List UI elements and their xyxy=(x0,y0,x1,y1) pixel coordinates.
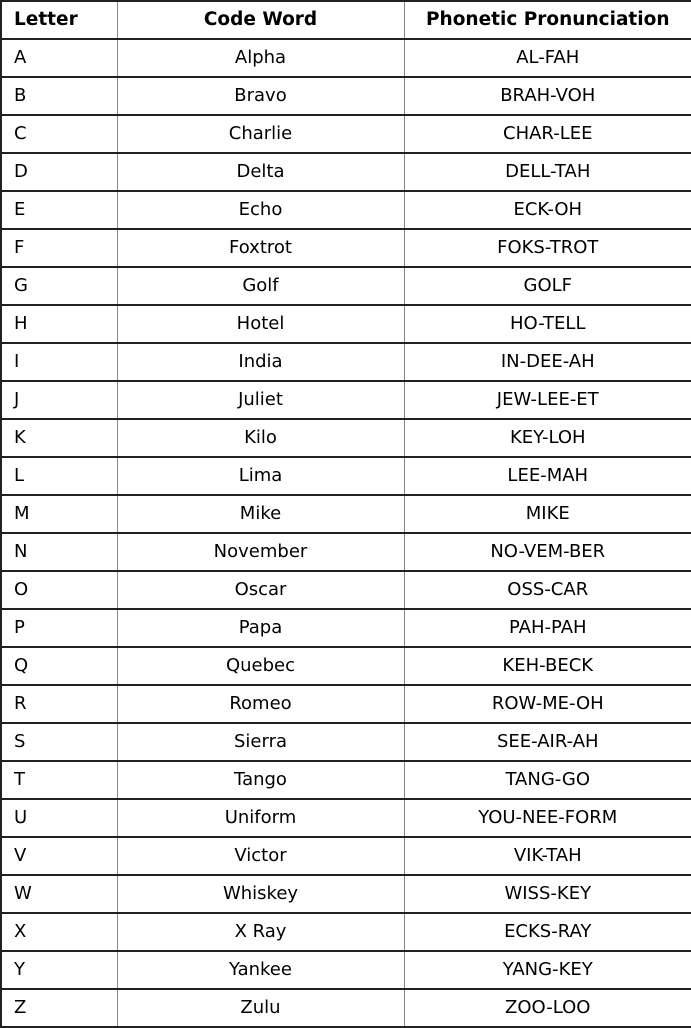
table-row xyxy=(1,419,691,457)
pronunciation-cell: KEY-LOH xyxy=(404,419,691,457)
table-row xyxy=(1,39,691,77)
letter-cell: Z xyxy=(1,989,117,1027)
header-phonetic-pronunciation: Phonetic Pronunciation xyxy=(404,1,691,39)
letter-cell: F xyxy=(1,229,117,267)
letter-cell: Q xyxy=(1,647,117,685)
table-row xyxy=(1,533,691,571)
table-row xyxy=(1,381,691,419)
code-word-cell: Romeo xyxy=(117,685,404,723)
letter-cell: T xyxy=(1,761,117,799)
table-row xyxy=(1,229,691,267)
letter-cell: E xyxy=(1,191,117,229)
code-word-cell: November xyxy=(117,533,404,571)
letter-cell: U xyxy=(1,799,117,837)
pronunciation-cell: TANG-GO xyxy=(404,761,691,799)
table-row xyxy=(1,495,691,533)
table-row xyxy=(1,685,691,723)
pronunciation-cell: FOKS-TROT xyxy=(404,229,691,267)
pronunciation-cell: JEW-LEE-ET xyxy=(404,381,691,419)
code-word-cell: Alpha xyxy=(117,39,404,77)
code-word-cell: Mike xyxy=(117,495,404,533)
code-word-cell: Golf xyxy=(117,267,404,305)
code-word-cell: Zulu xyxy=(117,989,404,1027)
table-row xyxy=(1,761,691,799)
pronunciation-cell: IN-DEE-AH xyxy=(404,343,691,381)
code-word-cell: Lima xyxy=(117,457,404,495)
table-row xyxy=(1,609,691,647)
letter-cell: A xyxy=(1,39,117,77)
table-row xyxy=(1,191,691,229)
code-word-cell: Delta xyxy=(117,153,404,191)
header-letter: Letter xyxy=(1,1,117,39)
code-word-cell: Oscar xyxy=(117,571,404,609)
pronunciation-cell: BRAH-VOH xyxy=(404,77,691,115)
code-word-cell: Bravo xyxy=(117,77,404,115)
header-code-word: Code Word xyxy=(117,1,404,39)
table-row xyxy=(1,153,691,191)
pronunciation-cell: DELL-TAH xyxy=(404,153,691,191)
table-row xyxy=(1,951,691,989)
letter-cell: O xyxy=(1,571,117,609)
letter-cell: N xyxy=(1,533,117,571)
table-row xyxy=(1,305,691,343)
letter-cell: S xyxy=(1,723,117,761)
table-row xyxy=(1,647,691,685)
letter-cell: M xyxy=(1,495,117,533)
pronunciation-cell: ROW-ME-OH xyxy=(404,685,691,723)
table-row xyxy=(1,77,691,115)
table-row xyxy=(1,837,691,875)
table-row xyxy=(1,343,691,381)
table-row xyxy=(1,115,691,153)
letter-cell: G xyxy=(1,267,117,305)
letter-cell: B xyxy=(1,77,117,115)
code-word-cell: Quebec xyxy=(117,647,404,685)
code-word-cell: Foxtrot xyxy=(117,229,404,267)
letter-cell: D xyxy=(1,153,117,191)
code-word-cell: Kilo xyxy=(117,419,404,457)
table-row xyxy=(1,913,691,951)
table-row xyxy=(1,799,691,837)
table-row xyxy=(1,875,691,913)
letter-cell: I xyxy=(1,343,117,381)
table-row xyxy=(1,267,691,305)
letter-cell: Y xyxy=(1,951,117,989)
letter-cell: P xyxy=(1,609,117,647)
pronunciation-cell: CHAR-LEE xyxy=(404,115,691,153)
table-row xyxy=(1,723,691,761)
letter-cell: L xyxy=(1,457,117,495)
pronunciation-cell: HO-TELL xyxy=(404,305,691,343)
code-word-cell: Charlie xyxy=(117,115,404,153)
code-word-cell: Hotel xyxy=(117,305,404,343)
code-word-cell: Victor xyxy=(117,837,404,875)
code-word-cell: India xyxy=(117,343,404,381)
table-row xyxy=(1,457,691,495)
letter-cell: K xyxy=(1,419,117,457)
pronunciation-cell: KEH-BECK xyxy=(404,647,691,685)
pronunciation-cell: MIKE xyxy=(404,495,691,533)
table-row xyxy=(1,571,691,609)
pronunciation-cell: AL-FAH xyxy=(404,39,691,77)
table-body xyxy=(1,39,691,1027)
pronunciation-cell: WISS-KEY xyxy=(404,875,691,913)
pronunciation-cell: LEE-MAH xyxy=(404,457,691,495)
pronunciation-cell: ECKS-RAY xyxy=(404,913,691,951)
code-word-cell: Sierra xyxy=(117,723,404,761)
pronunciation-cell: ECK-OH xyxy=(404,191,691,229)
pronunciation-cell: OSS-CAR xyxy=(404,571,691,609)
code-word-cell: Uniform xyxy=(117,799,404,837)
pronunciation-cell: GOLF xyxy=(404,267,691,305)
code-word-cell: Papa xyxy=(117,609,404,647)
pronunciation-cell: ZOO-LOO xyxy=(404,989,691,1027)
letter-cell: J xyxy=(1,381,117,419)
pronunciation-cell: YOU-NEE-FORM xyxy=(404,799,691,837)
letter-cell: C xyxy=(1,115,117,153)
pronunciation-cell: NO-VEM-BER xyxy=(404,533,691,571)
pronunciation-cell: YANG-KEY xyxy=(404,951,691,989)
code-word-cell: Whiskey xyxy=(117,875,404,913)
code-word-cell: X Ray xyxy=(117,913,404,951)
letter-cell: R xyxy=(1,685,117,723)
letter-cell: W xyxy=(1,875,117,913)
pronunciation-cell: PAH-PAH xyxy=(404,609,691,647)
code-word-cell: Juliet xyxy=(117,381,404,419)
letter-cell: X xyxy=(1,913,117,951)
pronunciation-cell: VIK-TAH xyxy=(404,837,691,875)
code-word-cell: Echo xyxy=(117,191,404,229)
letter-cell: V xyxy=(1,837,117,875)
code-word-cell: Tango xyxy=(117,761,404,799)
pronunciation-cell: SEE-AIR-AH xyxy=(404,723,691,761)
letter-cell: H xyxy=(1,305,117,343)
table-row xyxy=(1,989,691,1027)
header-row xyxy=(1,1,691,39)
code-word-cell: Yankee xyxy=(117,951,404,989)
